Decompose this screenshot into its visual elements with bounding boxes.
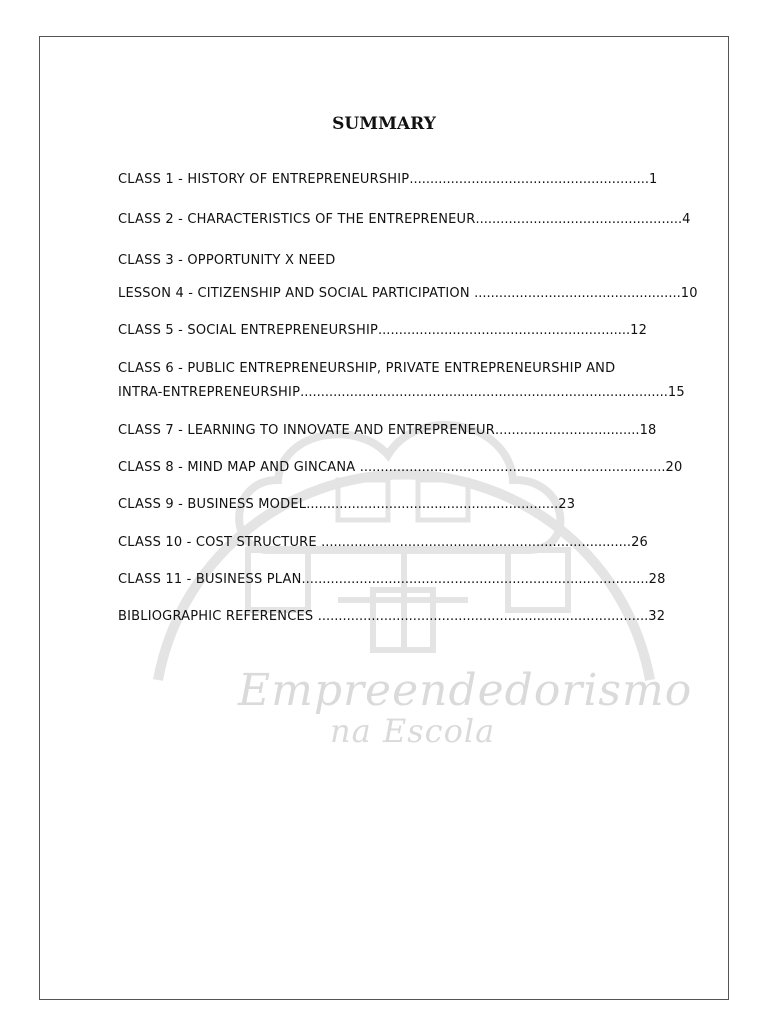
toc-entry[interactable] (118, 572, 666, 587)
toc-page-number: 26 (631, 535, 649, 550)
toc-entry[interactable] (118, 253, 335, 268)
toc-leader: .................................................................................... (301, 572, 649, 587)
toc-page-number: 4 (682, 212, 691, 227)
toc-entry[interactable] (118, 460, 682, 475)
toc-entry[interactable] (118, 323, 647, 338)
toc-entry-text: INTRA-ENTREPRENEURSHIP (118, 385, 301, 400)
toc-leader: .................................................. (475, 212, 683, 227)
toc-leader: ................................... (494, 423, 640, 438)
toc-entry[interactable] (118, 361, 615, 376)
toc-leader: .......................................................................... (359, 460, 666, 475)
toc-page-number: 10 (680, 286, 698, 301)
toc-entry-text: CLASS 11 - BUSINESS PLAN (118, 572, 302, 587)
toc-entry-text: CLASS 1 - HISTORY OF ENTREPRENEURSHIP (118, 172, 410, 187)
toc-page-number: 12 (630, 323, 648, 338)
toc-leader: ............................................................. (378, 323, 631, 338)
toc-entry[interactable] (118, 535, 648, 550)
toc-entry[interactable] (118, 385, 685, 400)
toc-page-number: 32 (648, 609, 666, 624)
toc-entry[interactable] (118, 609, 665, 624)
toc-leader: .................................................. (474, 286, 681, 301)
toc-leader: ......................................................................................... (300, 385, 668, 400)
toc-entry[interactable] (118, 286, 698, 301)
toc-leader: ................................................................................ (317, 609, 649, 624)
toc-page-number: 18 (639, 423, 657, 438)
watermark-line1: Empreendedorismo (238, 665, 693, 716)
toc-page-number: 15 (667, 385, 685, 400)
toc-entry-text: CLASS 2 - CHARACTERISTICS OF THE ENTREPRENEUR (118, 212, 476, 227)
toc-entry-text: CLASS 5 - SOCIAL ENTREPRENEURSHIP (118, 323, 379, 338)
watermark-line2: na Escola (330, 712, 496, 750)
toc-entry-text: CLASS 9 - BUSINESS MODEL (118, 497, 307, 512)
toc-page-number: 28 (648, 572, 666, 587)
toc-entry[interactable] (118, 212, 691, 227)
toc-leader: .......................................................... (409, 172, 650, 187)
toc-entry-text: CLASS 6 - PUBLIC ENTREPRENEURSHIP, PRIVATE ENTREPRENEURSHIP AND (118, 361, 616, 376)
toc-leader: ........................................................................... (321, 535, 632, 550)
toc-entry-text: CLASS 10 - COST STRUCTURE (118, 535, 322, 550)
toc-page-number: 1 (649, 172, 658, 187)
toc-entry[interactable] (118, 423, 657, 438)
toc-entry-text: CLASS 8 - MIND MAP AND GINCANA (118, 460, 360, 475)
toc-entry-text: CLASS 7 - LEARNING TO INNOVATE AND ENTREPRENEUR (118, 423, 495, 438)
toc-entry[interactable] (118, 497, 575, 512)
toc-entry-text: CLASS 3 - OPPORTUNITY X NEED (118, 253, 336, 268)
toc-leader: ............................................................. (306, 497, 559, 512)
toc-page-number: 23 (558, 497, 576, 512)
toc-page-number: 20 (665, 460, 683, 475)
page-title: SUMMARY (332, 114, 436, 134)
toc-entry[interactable] (118, 172, 658, 187)
toc-entry-text: BIBLIOGRAPHIC REFERENCES (118, 609, 318, 624)
toc-entry-text: LESSON 4 - CITIZENSHIP AND SOCIAL PARTICIPATION (118, 286, 475, 301)
